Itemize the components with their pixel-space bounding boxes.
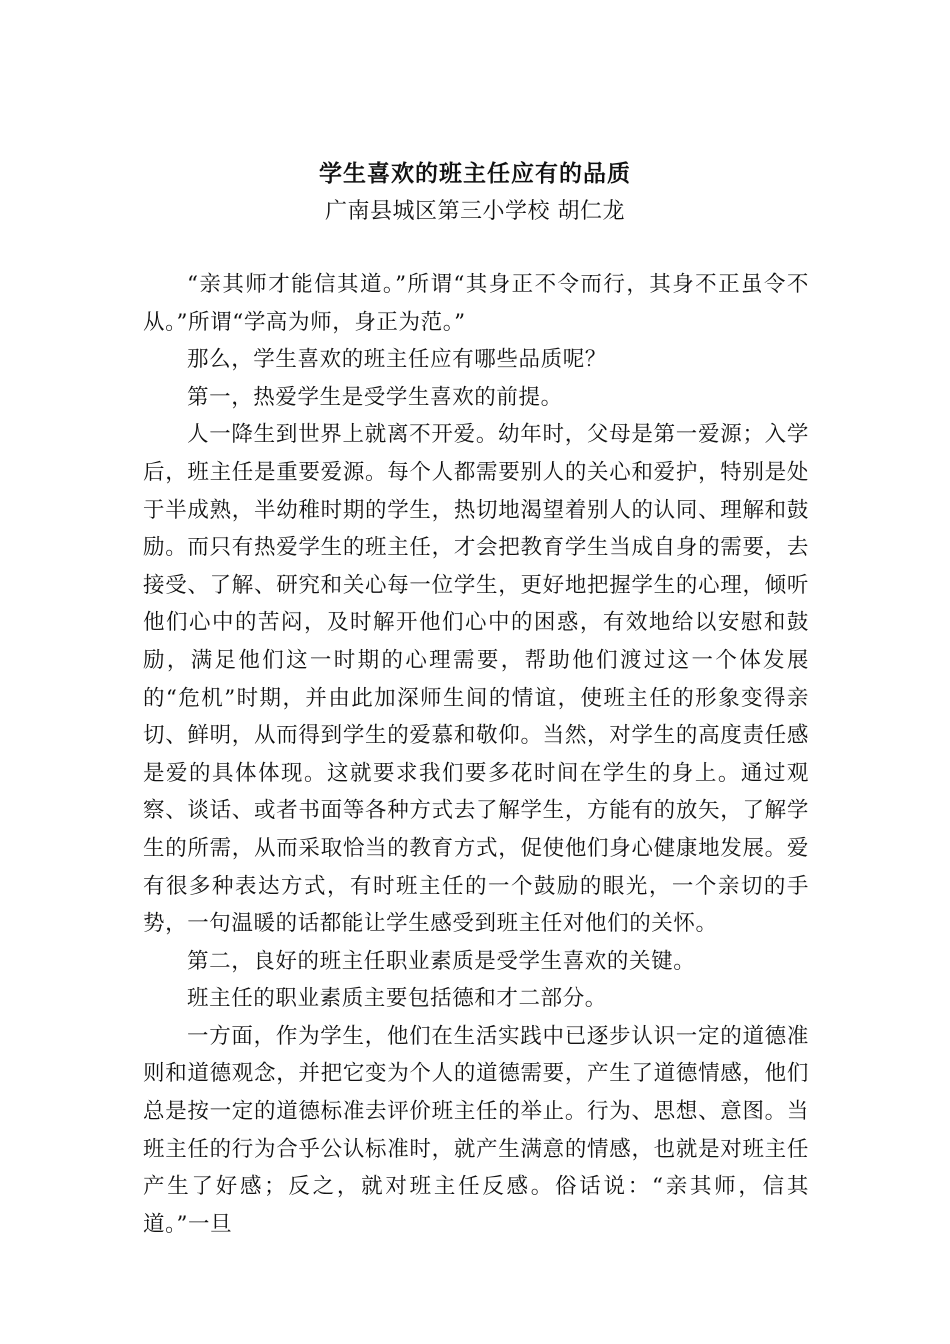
paragraph-love: 人一降生到世界上就离不开爱。幼年时，父母是第一爱源；入学后，班主任是重要爱源。每个人都需要别人的关心和爱护，特别是处于半成熟，半幼稚时期的学生，热切地渴望着别人的认同、理解和鼓励。而只有热爱学生的班主任，才会把教育学生当成自身的需要，去接受、了解、研究和关心每一位学生，更好地把握学生的心理，倾听他们心中的苦闷，及时解开他们心中的困惑，有效地给以安慰和鼓励，满足他们这一时期的心理需要，帮助他们渡过这一个体发展的“危机”时期，并由此加深师生间的情谊，使班主任的形象变得亲切、鲜明，从而得到学生的爱慕和敬仰。当然，对学生的高度责任感是爱的具体体现。这就要求我们要多花时间在学生的身上。通过观察、谈话、或者书面等各种方式去了解学生，方能有的放矢，了解学生的所需，从而采取恰当的教育方式，促使他们身心健康地发展。爱有很多种表达方式，有时班主任的一个鼓励的眼光，一个亲切的手势，一句温暖的话都能让学生感受到班主任对他们的关怀。 [143,422,809,937]
document-title: 学生喜欢的班主任应有的品质 [319,160,631,187]
paragraph-question: 那么，学生喜欢的班主任应有哪些品质呢？ [187,347,607,373]
paragraph-quality: 班主任的职业素质主要包括德和才二部分。 [187,986,607,1012]
paragraph-point-two: 第二，良好的班主任职业素质是受学生喜欢的关键。 [187,948,696,974]
paragraph-quote: “亲其师才能信其道。”所谓“其身正不令而行，其身不正虽令不从。”所谓“学高为师，身正为范。” [143,272,809,335]
author-line: 广南县城区第三小学校 胡仁龙 [325,199,625,224]
paragraph-morality: 一方面，作为学生，他们在生活实践中已逐步认识一定的道德准则和道德观念，并把它变为个人的道德需要，产生了道德情感，他们总是按一定的道德标准去评价班主任的举止。行为、思想、意图。当班主任的行为合乎公认标准时，就产生满意的情感，也就是对班主任产生了好感；反之，就对班主任反感。俗话说：“亲其师，信其道。”一旦 [143,1023,809,1237]
paragraph-point-one: 第一，热爱学生是受学生喜欢的前提。 [187,384,563,410]
document-body [143,266,809,1243]
